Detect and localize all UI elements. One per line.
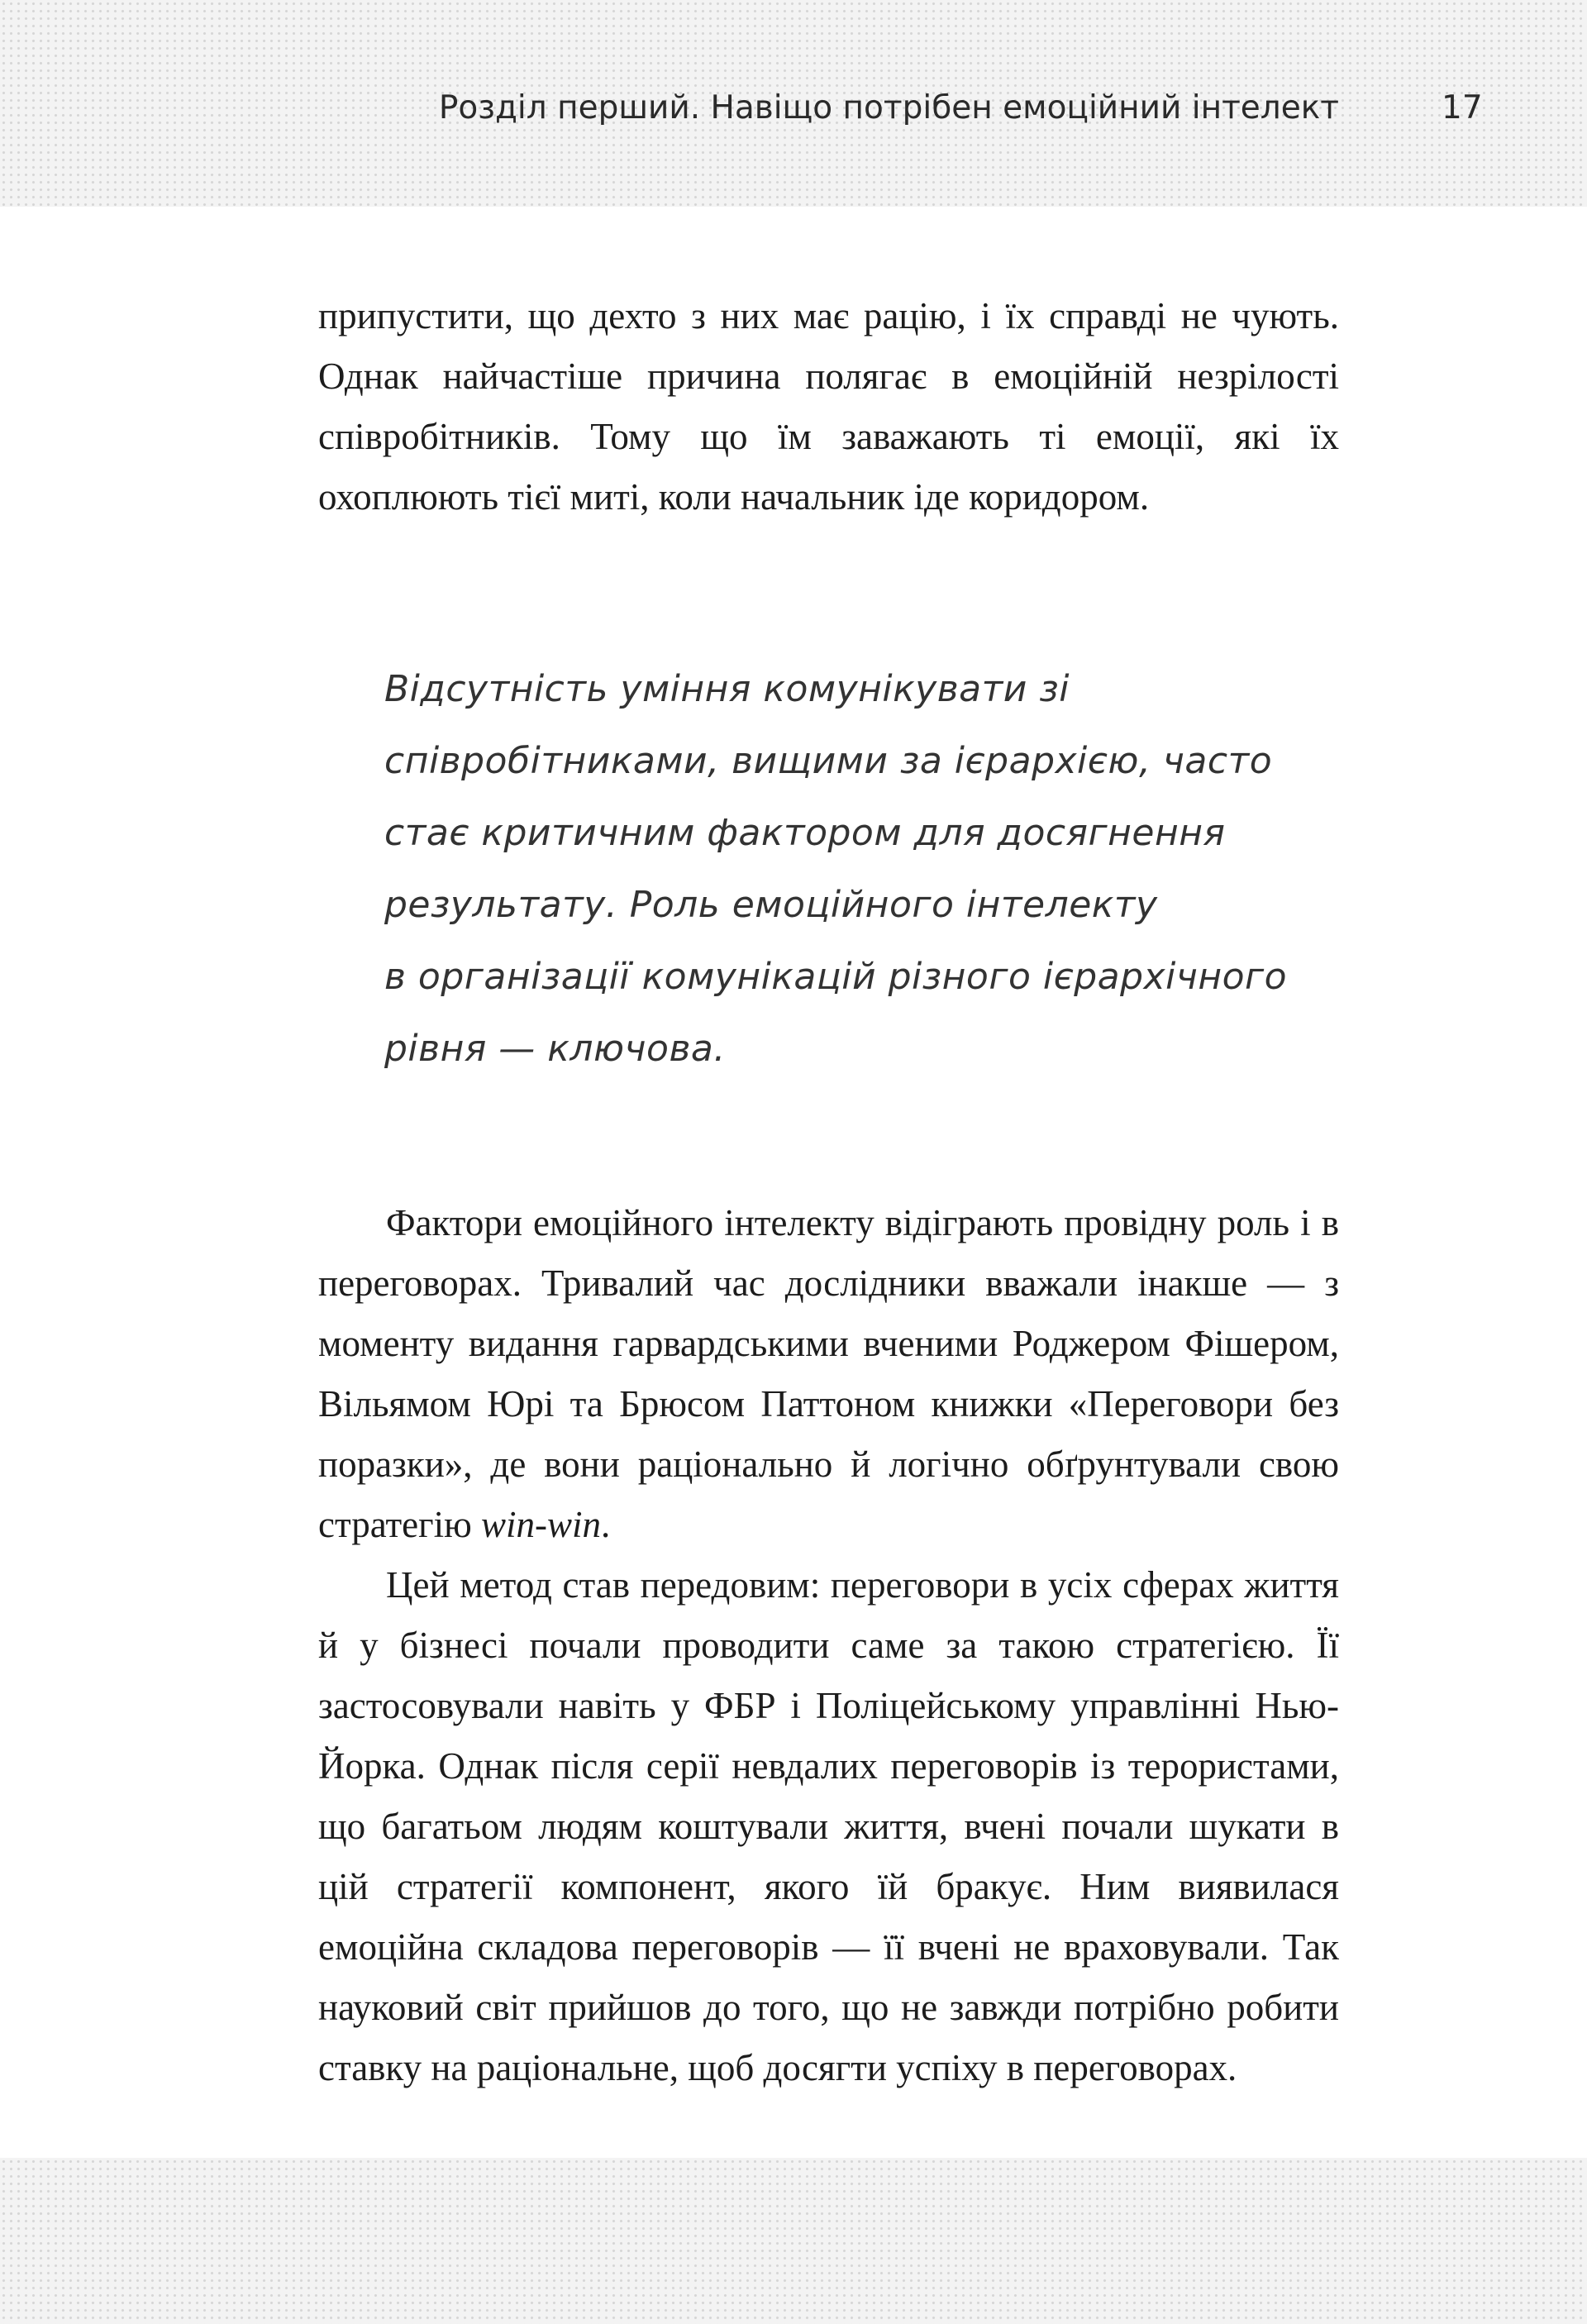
pull-quote-line: результату. Роль емоційного інтелекту [384, 884, 1158, 926]
pull-quote-line: Відсутність уміння комунікувати зі [384, 668, 1070, 710]
paragraph-block-1 [318, 286, 1339, 527]
paragraph-2-text: Фактори емоційного інтелекту відіграють провідну роль і в переговорах. Тривалий час дослідники вважали інакше — з моменту видання гарвардськими вченими Роджером Фішером, Вільямом Юрі та Брюсом Паттоном книжки «Переговори без поразки», де вони раціонально й логічно обґрунтували свою стратегію [318, 1202, 1339, 1545]
pull-quote [384, 653, 1310, 1085]
pull-quote-line: в організації комунікацій різного ієрархічного [384, 956, 1288, 998]
paragraph-1: припустити, що дехто з них має рацію, і їх справді не чують. Однак найчастіше причина полягає в емоційній незрілості співробітників. Тому що їм заважають ті емоції, які їх охоплюють тієї миті, коли начальник іде коридором. [318, 295, 1339, 518]
pull-quote-line: співробітниками, вищими за ієрархією, часто [384, 740, 1273, 782]
pull-quote-line: рівня — ключова. [384, 1028, 726, 1070]
pull-quote-line: стає критичним фактором для досягнення [384, 812, 1226, 854]
page-number: 17 [1442, 89, 1483, 126]
paragraph-2-end: . [601, 1504, 611, 1545]
chapter-title: Розділ перший. Навіщо потрібен емоційний інтелект [438, 89, 1339, 126]
paragraph-3: Цей метод став передовим: переговори в усіх сферах життя й у бізнесі почали проводити саме за такою стратегією. Її застосовували навіть у ФБР і Поліцейському управлінні Нью-Йорка. Однак після серії невдалих переговорів із терористами, що багатьом людям коштували життя, вчені почали шукати в цій стратегії компонент, якого їй бракує. Ним виявилася емоційна складова переговорів — її вчені не враховували. Так науковий світ прийшов до того, що не завжди потрібно робити ставку на раціональне, щоб досягти успіху в переговорах. [318, 1564, 1339, 2088]
paragraph-2 [318, 1193, 1339, 1555]
paragraph-block-2 [318, 1193, 1339, 2098]
running-header [0, 89, 1587, 139]
term-win-win: win-win [480, 1504, 601, 1545]
